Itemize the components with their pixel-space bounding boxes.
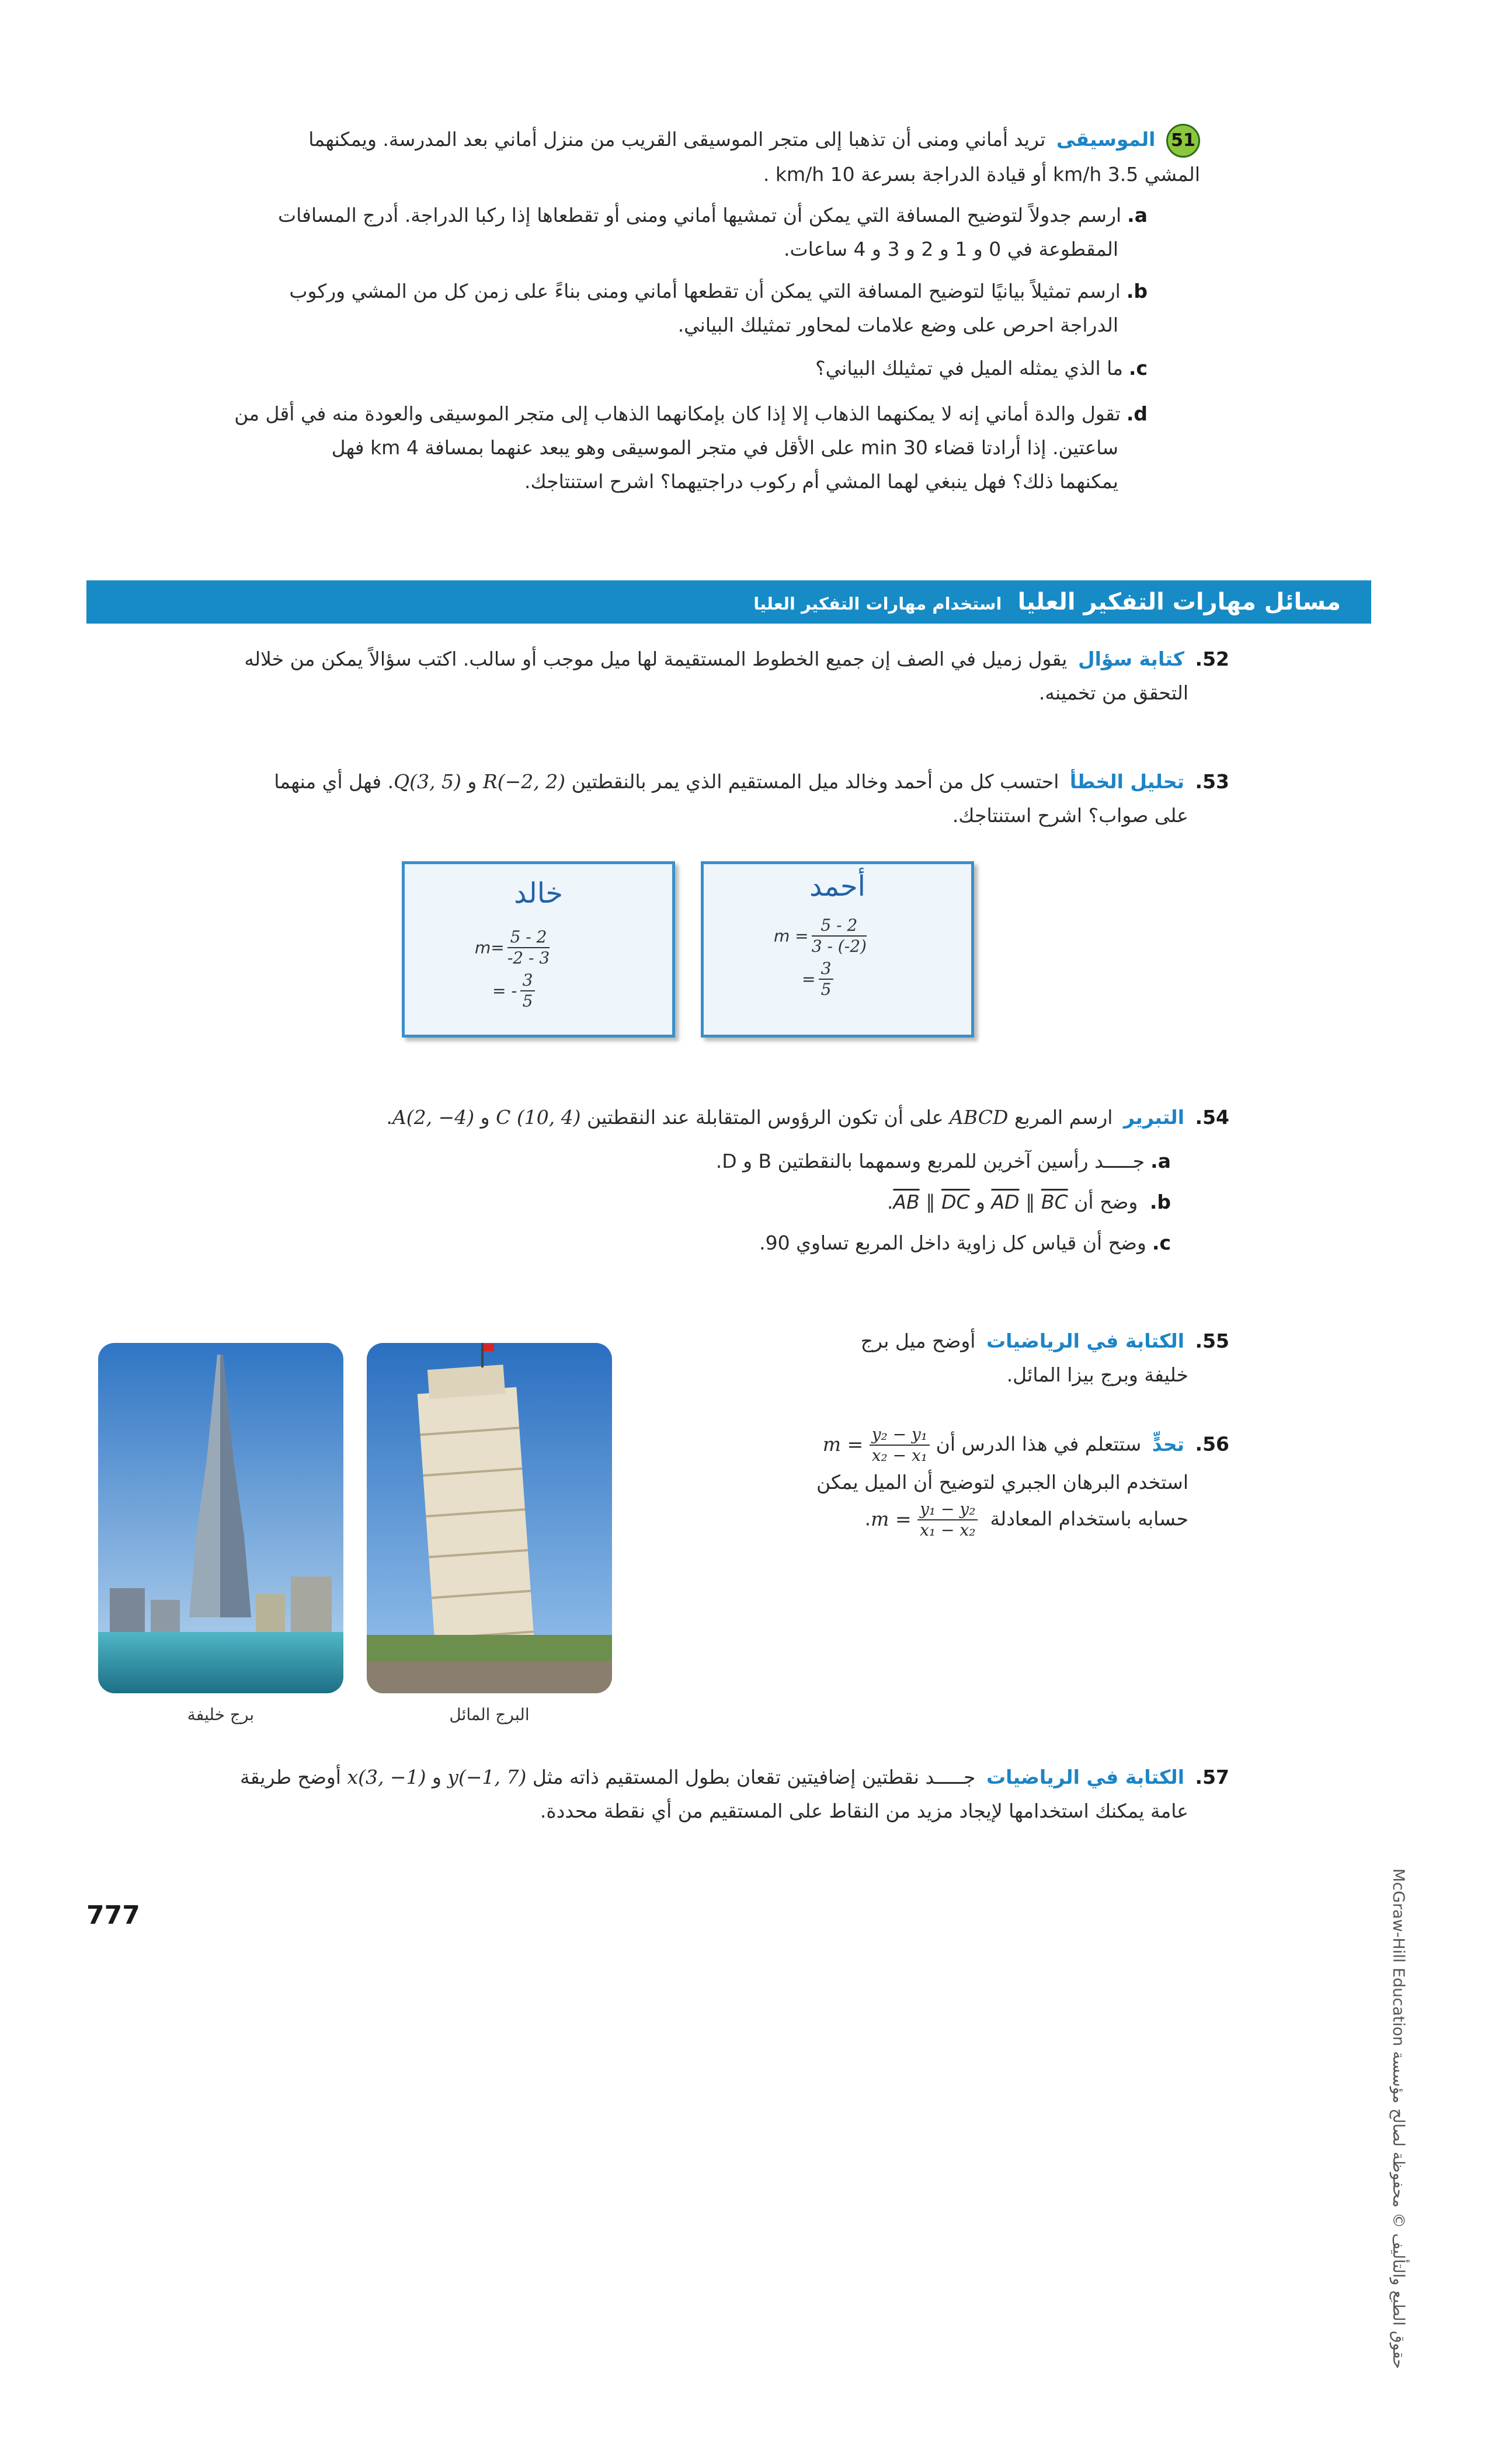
segment-ad: $\overline{AD}$	[991, 1191, 1020, 1213]
q57-keyword: الكتابة في الرياضيات	[986, 1766, 1185, 1788]
q56-f2-num: y₁ − y₂	[917, 1499, 978, 1520]
khaled-result	[520, 970, 536, 1011]
q56-m-eq-2: m =	[871, 1507, 912, 1530]
khaled-eq: = -	[492, 981, 517, 1001]
q56-formula-1	[822, 1425, 930, 1465]
q57-and: و	[432, 1766, 441, 1788]
q54-c-text: وضح أن قياس كل زاوية داخل المربع تساوي 90.	[759, 1231, 1146, 1254]
q55-line1: أوضح ميل برج	[860, 1330, 976, 1352]
q56-m-eq-1: m =	[822, 1432, 864, 1456]
q56-line3-end: .	[864, 1507, 871, 1530]
q57-block	[61, 1760, 1229, 1828]
q51-a-line2: المقطوعة في 0 و 1 و 2 و 3 و 4 ساعات.	[784, 238, 1118, 260]
q54-b-period: .	[886, 1191, 893, 1213]
q55-line2: خليفة وبرج بيزا المائل.	[1006, 1363, 1188, 1386]
page-number: 777	[86, 1901, 140, 1930]
q54-period: .	[386, 1106, 392, 1129]
q57-number: 57.	[1195, 1766, 1229, 1788]
parallel-symbol-2: ∥	[926, 1191, 936, 1213]
ahmad-work	[774, 916, 961, 1000]
q53-line1-a: احتسب كل من أحمد وخالد ميل المستقيم الذي يمر بالنقطتين	[571, 770, 1059, 793]
q54-point-a: A(2, −4)	[392, 1106, 475, 1129]
ahmad-result	[819, 959, 834, 1000]
khaled-name: خالد	[513, 877, 564, 910]
q54-c-label: c.	[1152, 1231, 1171, 1254]
q51-b-line2: الدراجة احرص على وضع علامات لمحاور تمثيلك البياني.	[677, 314, 1118, 336]
q54-keyword: التبرير	[1123, 1106, 1185, 1129]
q54-line1-b: على أن تكون الرؤوس المتقابلة عند النقطتين	[587, 1106, 944, 1129]
q53-block	[61, 765, 1229, 833]
ahmad-numerator: 5 - 2	[812, 916, 867, 937]
q53-line1-b: . فهل أي منهما	[274, 770, 394, 793]
ahmad-m-label: m =	[774, 926, 809, 946]
q53-point-r: R(−2, 2)	[482, 770, 566, 793]
copyright-side-text: حقوق الطبع والتأليف © محفوظة لصالح مؤسسة McGraw-Hill Education	[1389, 1868, 1407, 2369]
q56-block	[675, 1425, 1229, 1540]
q54-square: ABCD	[950, 1106, 1009, 1129]
khaled-result-den: 5	[522, 991, 533, 1011]
ahmad-eq: =	[802, 969, 816, 989]
q51-d-label: d.	[1126, 402, 1148, 425]
q56-f2-den: x₁ − x₂	[920, 1520, 976, 1540]
khaled-result-num: 3	[520, 970, 536, 991]
q51-d-line3: يمكنهما ذلك؟ فهل ينبغي لهما المشي أم ركوب دراجتيهما؟ اشرح استنتاجك.	[524, 470, 1118, 493]
q55-block	[675, 1324, 1229, 1392]
pisa-tower-caption: البرج المائل	[449, 1705, 530, 1724]
banner-subtitle: استخدام مهارات التفكير العليا	[753, 594, 1002, 614]
pisa-tower-image	[367, 1343, 612, 1693]
q54-parallel-2	[893, 1191, 969, 1213]
q52-line1: يقول زميل في الصف إن جميع الخطوط المستقيمة لها ميل موجب أو سالب. اكتب سؤالاً يمكن من خلاله	[244, 648, 1068, 670]
q57-point-x: x(3, −1)	[347, 1766, 426, 1788]
q53-line2: على صواب؟ اشرح استنتاجك.	[952, 804, 1188, 827]
q54-parallel-1	[991, 1191, 1068, 1213]
q56-line3: حسابه باستخدام المعادلة	[990, 1507, 1188, 1530]
q55-keyword: الكتابة في الرياضيات	[986, 1330, 1185, 1352]
q52-line2: التحقق من تخمينه.	[1038, 681, 1188, 704]
ahmad-result-den: 5	[820, 980, 832, 999]
q54-a-text: جـــــد رأسين آخرين للمربع وسمهما بالنقطتين B و D.	[715, 1150, 1145, 1172]
q56-number: 56.	[1195, 1432, 1229, 1456]
q56-fraction-2	[917, 1499, 978, 1540]
q51-part-c	[0, 351, 1148, 385]
q55-number: 55.	[1195, 1330, 1229, 1352]
q56-line1: ستتعلم في هذا الدرس أن	[936, 1432, 1142, 1456]
q51-b-label: b.	[1126, 280, 1148, 302]
ahmad-denominator: 3 - (-2)	[811, 937, 867, 956]
q53-number: 53.	[1195, 770, 1229, 793]
q54-block	[61, 1101, 1229, 1134]
q51-c-line1: ما الذي يمثله الميل في تمثيلك البياني؟	[815, 357, 1123, 380]
q56-formula-2	[871, 1499, 984, 1540]
q56-keyword: تحدٍّ	[1152, 1432, 1185, 1456]
q54-line1-a: ارسم المربع	[1014, 1106, 1113, 1129]
q51-c-label: c.	[1128, 357, 1148, 380]
q53-keyword: تحليل الخطأ	[1069, 770, 1185, 793]
khaled-card	[402, 861, 675, 1038]
khaled-m-label: m=	[475, 938, 505, 958]
khaled-denominator: -2 - 3	[507, 948, 550, 967]
q54-number: 54.	[1195, 1106, 1229, 1129]
q51-part-b	[0, 274, 1148, 342]
khaled-work	[475, 927, 650, 1011]
q51-number-badge: 51	[1166, 124, 1200, 158]
banner-title: مسائل مهارات التفكير العليا	[1017, 589, 1341, 615]
q51-d-line2: ساعتين. إذا أرادتا قضاء 30 min على الأقل في متجر الموسيقى وهو يبعد عنهما بمسافة 4 km فهل	[331, 436, 1118, 459]
q52-block	[61, 642, 1229, 710]
ahmad-result-num: 3	[819, 959, 834, 980]
pisa-tower-photo	[367, 1343, 612, 1693]
segment-ab: $\overline{AB}$	[893, 1191, 920, 1213]
q56-f1-den: x₂ − x₁	[871, 1446, 928, 1465]
khaled-fraction	[507, 927, 550, 968]
q53-point-q: Q(3, 5)	[394, 770, 461, 793]
q51-a-line1: ارسم جدولاً لتوضيح المسافة التي يمكن أن تمشيها أماني ومنى أو تقطعاها إذا ركبا الدراجة. أدرج المسافات	[278, 204, 1122, 227]
q54-b-label: b.	[1149, 1191, 1171, 1213]
q51-block	[0, 123, 1200, 192]
q53-and: و	[467, 770, 477, 793]
ahmad-fraction	[812, 916, 867, 956]
segment-bc: $\overline{BC}$	[1041, 1191, 1068, 1213]
burj-khalifa-photo	[98, 1343, 343, 1693]
q56-f1-num: y₂ − y₁	[870, 1425, 930, 1446]
q52-keyword: كتابة سؤال	[1077, 648, 1185, 670]
burj-khalifa-image	[98, 1343, 343, 1693]
parallel-symbol-1: ∥	[1025, 1191, 1035, 1213]
hots-banner	[86, 580, 1371, 624]
q51-a-label: a.	[1127, 204, 1148, 227]
q54-parts	[295, 1144, 1171, 1267]
burj-khalifa-caption: برج خليفة	[187, 1705, 255, 1724]
khaled-numerator: 5 - 2	[507, 927, 550, 948]
q57-point-y: y(−1, 7)	[447, 1766, 527, 1788]
segment-dc: $\overline{DC}$	[941, 1191, 970, 1213]
q51-b-line1: ارسم تمثيلاً بيانيًا لتوضيح المسافة التي يمكن أن تقطعها أماني ومنى بناءً على زمن كل من المشي وركوب	[289, 280, 1121, 302]
q51-line1	[0, 123, 1200, 158]
q51-part-d	[0, 397, 1148, 499]
q54-b-text: وضح أن	[1074, 1191, 1138, 1213]
ahmad-card	[701, 861, 974, 1038]
q51-text-line1: تريد أماني ومنى أن تذهبا إلى متجر الموسيقى القريب من منزل أماني بعد المدرسة. ويمكنهما	[308, 128, 1046, 151]
q57-line1-a: جـــــد نقطتين إضافيتين تقعان بطول المستقيم ذاته مثل	[532, 1766, 976, 1788]
q56-line2: استخدم البرهان الجبري لتوضيح أن الميل يمكن	[816, 1471, 1188, 1494]
q51-text-line2: المشي 3.5 km/h أو قيادة الدراجة بسرعة 10 km/h .	[763, 162, 1200, 186]
q52-number: 52.	[1195, 648, 1229, 670]
q51-keyword: الموسيقى	[1056, 128, 1156, 151]
q57-line1-b: أوضح طريقة	[240, 1766, 341, 1788]
q54-point-c: C (10, 4)	[496, 1106, 581, 1129]
q56-fraction-1	[870, 1425, 930, 1466]
q54-and: و	[480, 1106, 490, 1129]
q57-line2: عامة يمكنك استخدامها لإيجاد مزيد من النقاط على المستقيم من أي نقطة محددة.	[540, 1800, 1188, 1822]
q51-part-a	[0, 199, 1148, 266]
q51-d-line1: تقول والدة أماني إنه لا يمكنهما الذهاب إلا إذا كان بإمكانهما الذهاب إلى متجر الموسيقى والعودة منه في أقل من	[234, 402, 1121, 425]
q54-b-and: و	[976, 1191, 985, 1213]
q54-a-label: a.	[1150, 1150, 1171, 1172]
ahmad-name: أحمد	[809, 870, 865, 903]
